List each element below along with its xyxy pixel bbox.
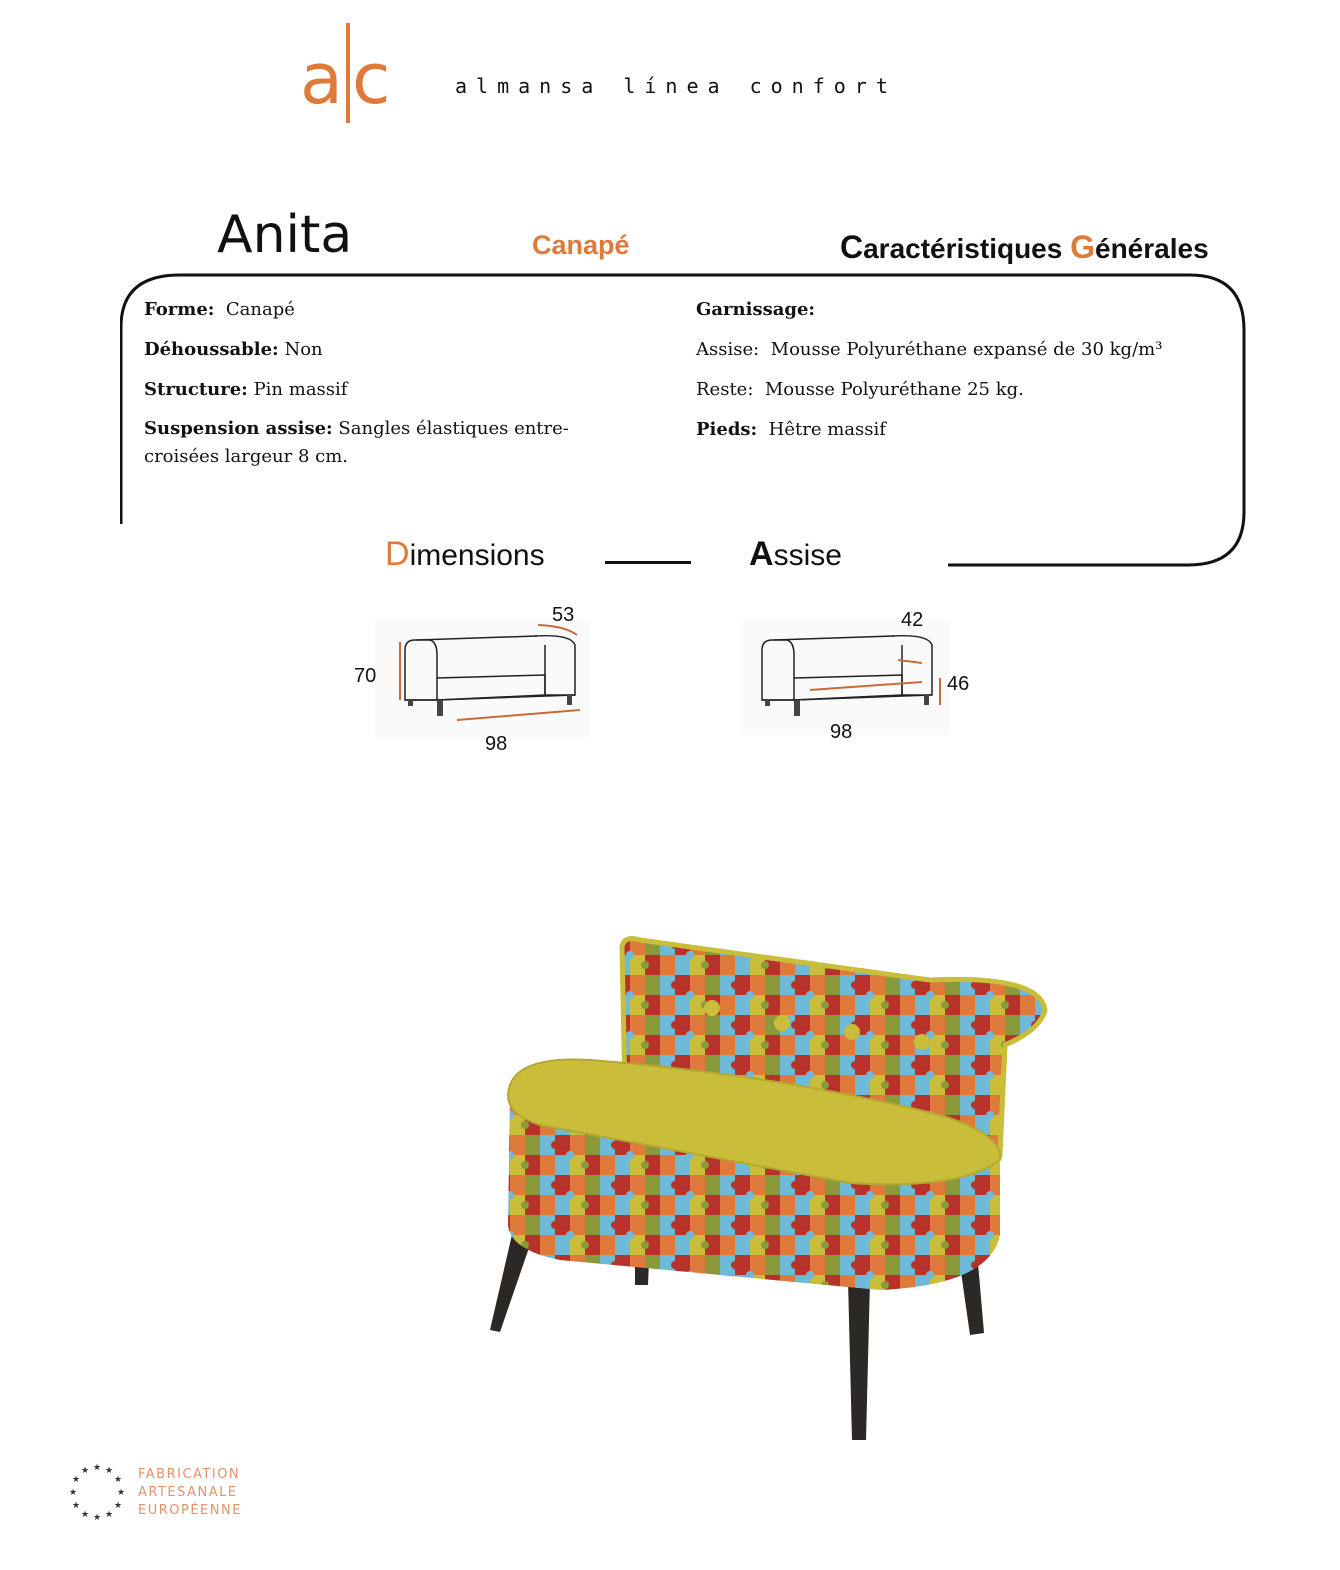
spec-right-column [696,299,1236,459]
svg-text:★: ★ [68,1488,78,1498]
svg-text:★: ★ [80,1466,90,1476]
dim-height-label: 70 [354,665,377,687]
general-characteristics-title: Caractéristiques Générales [840,229,1209,265]
dim-depth-label: 53 [552,604,575,626]
eu-fabrication-label: FABRICATION ARTESANALE EUROPÉENNE [138,1467,242,1518]
spec-pieds: Pieds: Hêtre massif [696,419,886,440]
svg-text:★: ★ [113,1501,123,1511]
svg-text:★: ★ [92,1513,102,1523]
spec-suspension: Suspension assise: Sangles élastiques entre-croisées largeur 8 cm. [144,418,569,467]
brand-logo [300,15,400,125]
dim-width-label: 98 [485,733,508,755]
spec-structure: Structure: Pin massif [144,379,348,400]
eu-stars-icon [65,1460,129,1524]
spec-garnissage-title: Garnissage: [696,299,816,320]
spec-dehoussable: Déhoussable: Non [144,339,323,360]
product-image [480,935,1060,1450]
svg-text:a: a [300,38,343,120]
product-name: Anita [217,205,353,265]
brand-tagline: almansa línea confort [455,74,897,98]
svg-text:★: ★ [113,1475,123,1485]
svg-text:★: ★ [116,1488,126,1498]
spec-assise: Assise: Mousse Polyuréthane expansé de 30 kg/m³ [696,339,1163,360]
svg-text:★: ★ [71,1501,81,1511]
dimensions-title: Dimensions [385,535,545,573]
assise-height-label: 46 [947,673,970,695]
svg-text:★: ★ [71,1475,81,1485]
spec-left-column [144,299,604,489]
product-category: Canapé [532,230,630,260]
assise-title: Assise [749,535,842,573]
svg-text:★: ★ [80,1510,90,1520]
spec-reste: Reste: Mousse Polyuréthane 25 kg. [696,379,1024,400]
spec-forme: Forme: Canapé [144,299,295,320]
svg-text:★: ★ [104,1466,114,1476]
assise-width-label: 98 [830,721,853,743]
svg-text:★: ★ [104,1510,114,1520]
svg-text:★: ★ [92,1463,102,1473]
svg-text:c: c [352,38,391,120]
section-divider [605,561,691,564]
assise-depth-label: 42 [901,609,924,631]
